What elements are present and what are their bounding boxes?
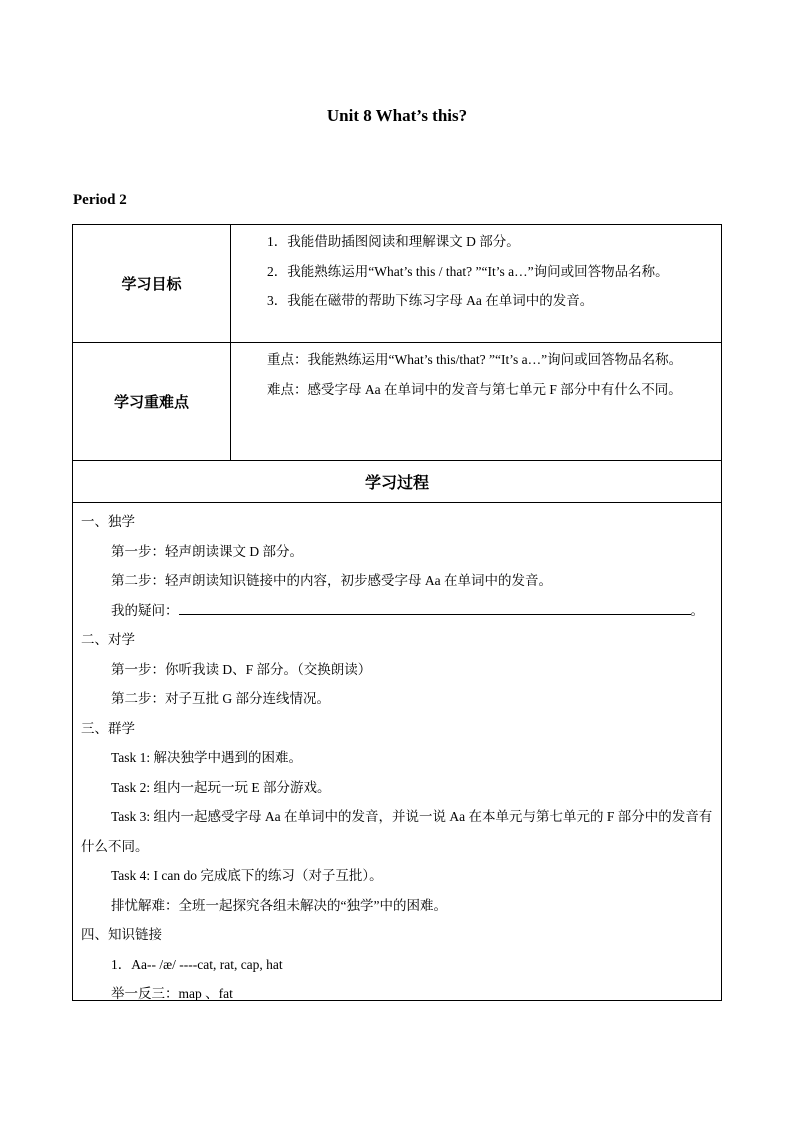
self-study-step1: 第一步：轻声朗读课文 D 部分。 <box>111 543 303 559</box>
process-header-text: 学习过程 <box>364 473 429 492</box>
task-2: Task 2: 组内一起玩一玩 E 部分游戏。 <box>111 779 331 795</box>
process-body <box>73 503 721 1000</box>
pair-study-step2: 第二步：对子互批 G 部分连线情况。 <box>111 691 330 706</box>
goals-content <box>231 225 721 342</box>
process-header <box>73 461 721 502</box>
goals-label <box>73 225 230 342</box>
question-end: 。 <box>690 602 704 618</box>
task-4: Task 4: I can do 完成底下的练习（对子互批）。 <box>111 868 383 883</box>
lesson-table <box>72 224 722 1001</box>
difficult-point-item: 难点：感受字母 Aa 在单词中的发音与第七单元 F 部分中有什么不同。 <box>267 381 682 397</box>
question-input-line[interactable] <box>179 600 691 615</box>
goal-item: 2．我能熟练运用“What’s this / that? ”“It’s a…”询问或回答物品名称。 <box>267 263 669 279</box>
question-label: 我的疑问： <box>111 602 179 618</box>
section-heading-knowledge: 四、知识链接 <box>81 927 162 942</box>
task-1: Task 1: 解决独学中遇到的困难。 <box>111 750 303 765</box>
self-study-step2: 第二步：轻声朗读知识链接中的内容，初步感受字母 Aa 在单词中的发音。 <box>111 573 552 588</box>
knowledge-item-2: 举一反三：map 、fat <box>111 986 233 1001</box>
section-heading-group-study: 三、群学 <box>81 720 135 736</box>
key-points-label <box>73 343 230 460</box>
key-point-item: 重点：我能熟练运用“What’s this/that? ”“It’s a…”询问或回答物品名称。 <box>267 352 683 367</box>
goal-item: 1．我能借助插图阅读和理解课文 D 部分。 <box>267 234 520 249</box>
knowledge-item-1: 1．Aa-- /æ/ ----cat, rat, cap, hat <box>111 956 283 972</box>
period-label: Period 2 <box>73 192 127 208</box>
key-points-content <box>231 343 721 460</box>
resolve-difficulties: 排忧解难：全班一起探究各组未解决的“独学”中的困难。 <box>111 897 447 913</box>
question-row <box>81 596 715 626</box>
section-heading-pair-study: 二、对学 <box>81 632 135 647</box>
pair-study-step1: 第一步：你听我读 D、F 部分。（交换朗读） <box>111 661 372 677</box>
goal-item: 3．我能在磁带的帮助下练习字母 Aa 在单词中的发音。 <box>267 293 594 308</box>
key-points-label-text: 学习重难点 <box>113 393 189 411</box>
section-heading-self-study: 一、独学 <box>81 514 135 529</box>
document-title: Unit 8 What’s this? <box>326 106 468 125</box>
goals-label-text: 学习目标 <box>121 275 182 293</box>
task-3: Task 3: 组内一起感受字母 Aa 在单词中的发音，并说一说 Aa 在本单元与第七单元的 F 部分中的发音有什么不同。 <box>81 809 713 854</box>
